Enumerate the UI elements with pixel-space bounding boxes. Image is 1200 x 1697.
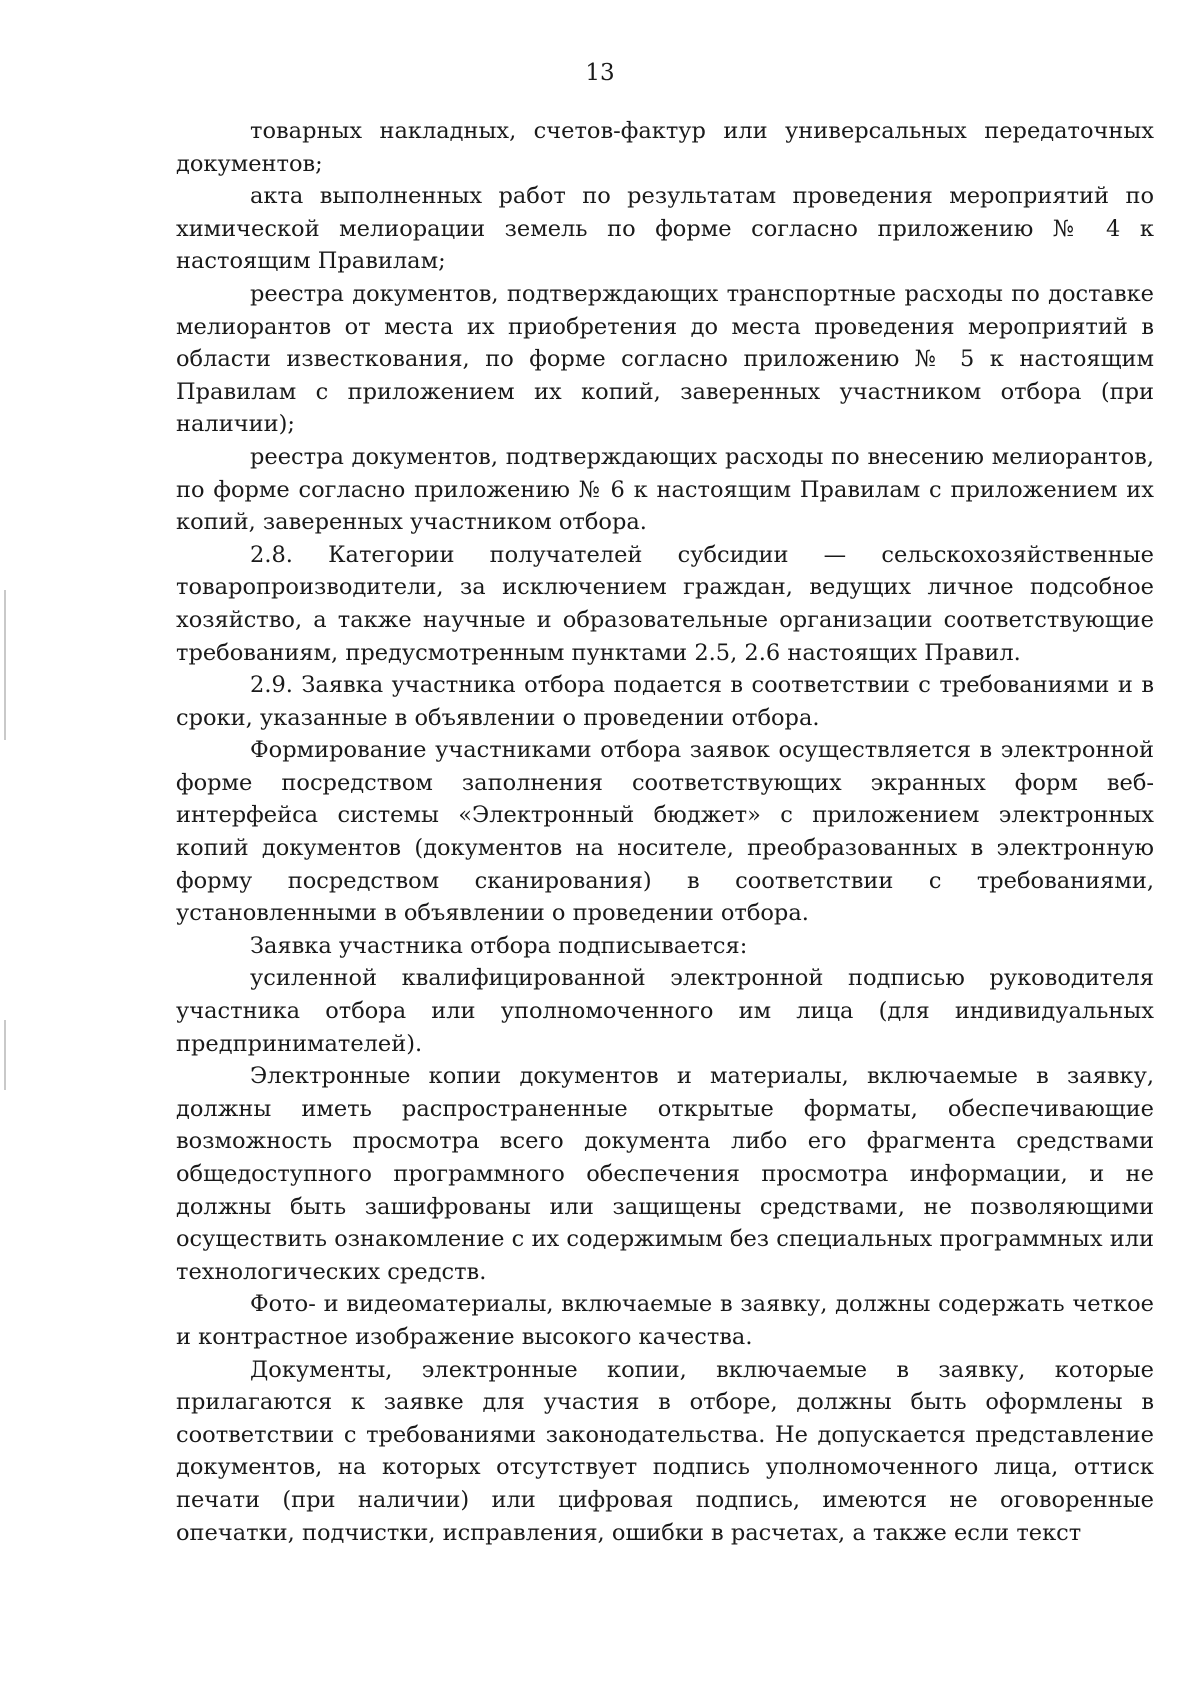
- paragraph-work-act: акта выполненных работ по результатам проведения мероприятий по химической мелиорации земель по форме согласно приложению № 4 к настоящим Правилам;: [176, 183, 1154, 275]
- paragraph-qualified-signature: усиленной квалифицированной электронной подписью руководителя участника отбора или уполномоченного им лица (для индивидуальных предпринимателей).: [176, 965, 1154, 1057]
- paragraph-documents-requirements: Документы, электронные копии, включаемые в заявку, которые прилагаются к заявке для участия в отборе, должны быть оформлены в соответствии с требованиями законодательства. Не допускается представление документов, на которых отсутствует подпись уполномоченного лица, оттиск печати (при наличии) или цифровая подпись, имеются не оговоренные опечатки, подчистки, исправления, ошибки в расчетах, а также если текст: [176, 1356, 1154, 1546]
- clause-2-9: 2.9. Заявка участника отбора подается в соответствии с требованиями и в сроки, указанные в объявлении о проведении отбора.: [176, 672, 1154, 731]
- scan-edge-mark: [4, 590, 6, 740]
- scan-edge-mark: [4, 1020, 6, 1090]
- paragraph-application-registry: реестра документов, подтверждающих расходы по внесению мелиорантов, по форме согласно приложению № 6 к настоящим Правилам с приложением их копий, заверенных участником отбора.: [176, 443, 1154, 536]
- paragraph-electronic-copies: Электронные копии документов и материалы, включаемые в заявку, должны иметь распространенные открытые форматы, обеспечивающие возможность просмотра всего документа либо его фрагмента средствами общедоступного программного обеспечения просмотра информации, и не должны быть зашифрованы или защищены средствами, не позволяющими осуществить ознакомление с их содержимым без специальных программных или технологических средств.: [176, 1063, 1154, 1285]
- document-body: [176, 115, 1154, 1549]
- paragraph-electronic-form: Формирование участниками отбора заявок осуществляется в электронной форме посредством заполнения соответствующих экранных форм веб-интерфейса системы «Электронный бюджет» с приложением электронных копий документов (документов на носителе, преобразованных в электронную форму посредством сканирования) в соответствии с требованиями, установленными в объявлении о проведении отбора.: [176, 737, 1154, 927]
- paragraph-signing-intro: Заявка участника отбора подписывается:: [250, 932, 748, 959]
- paragraph-waybills-continuation: товарных накладных, счетов-фактур или универсальных передаточных документов;: [176, 118, 1154, 177]
- clause-2-8: 2.8. Категории получателей субсидии — сельскохозяйственные товаропроизводители, за исключением граждан, ведущих личное подсобное хозяйство, а также научные и образовательные организации соответствующие требованиям, предусмотренным пунктами 2.5, 2.6 настоящих Правил.: [176, 541, 1154, 666]
- paragraph-photo-video: Фото- и видеоматериалы, включаемые в заявку, должны содержать четкое и контрастное изображение высокого качества.: [176, 1291, 1154, 1350]
- paragraph-transport-registry: реестра документов, подтверждающих транспортные расходы по доставке мелиорантов от места их приобретения до места проведения мероприятий в области известкования, по форме согласно приложению № 5 к настоящим Правилам с приложением их копий, заверенных участником отбора (при наличии);: [176, 280, 1154, 438]
- page-number: 13: [585, 60, 615, 86]
